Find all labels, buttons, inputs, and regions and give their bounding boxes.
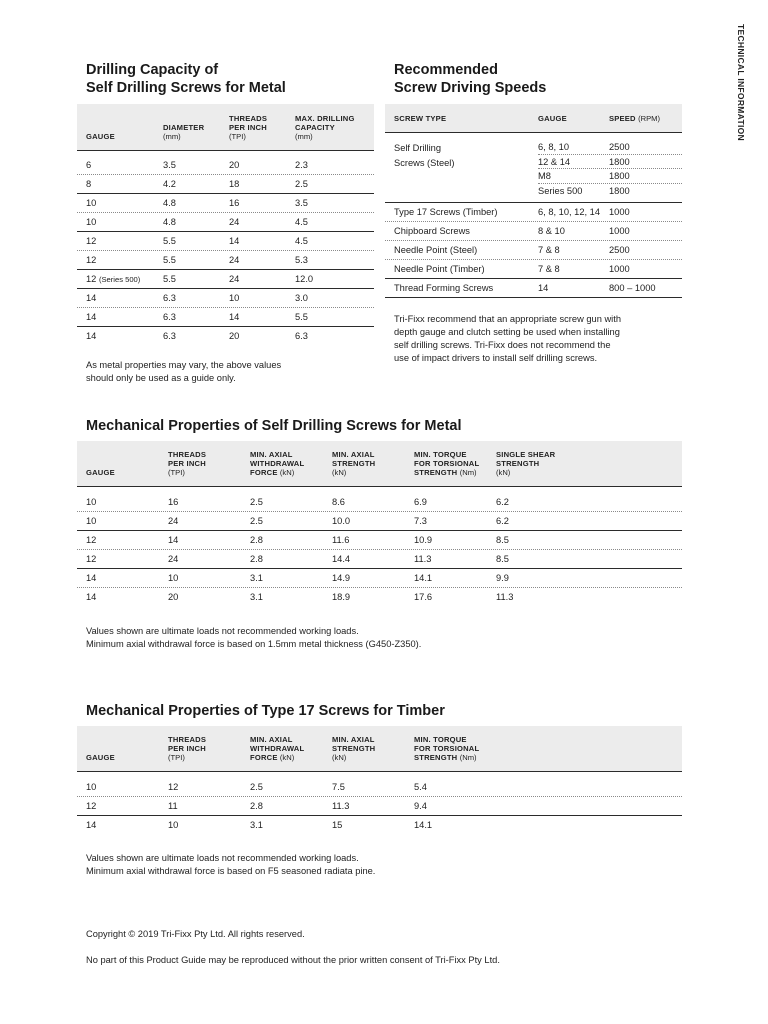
cell-gauge: 12 — [86, 255, 97, 265]
table-row — [385, 203, 682, 222]
table-row — [77, 550, 682, 569]
mech-metal-body — [77, 493, 682, 607]
drilling-title-line2: Self Drilling Screws for Metal — [86, 80, 286, 96]
self-drilling-group — [385, 138, 682, 203]
header-axial-strength: MIN. AXIAL STRENGTH (kN) — [332, 735, 376, 762]
table-row — [77, 327, 374, 346]
header-threads: THREADS PER INCH (TPI) — [229, 114, 268, 141]
table-row — [77, 232, 374, 251]
drilling-note — [86, 359, 281, 384]
table-row — [77, 512, 682, 531]
cell-capacity: 5.5 — [295, 312, 308, 322]
cell-axial-strength: 11.6 — [332, 535, 350, 545]
cell-axial-strength: 14.9 — [332, 573, 351, 583]
cell-tpi: 10 — [229, 293, 240, 303]
header-torque: MIN. TORQUE FOR TORSIONAL STRENGTH (Nm) — [414, 735, 480, 762]
table-row — [385, 279, 682, 298]
cell-speed: 1800 — [609, 171, 630, 181]
mech-metal-note-line2: Minimum axial withdrawal force is based on 1.5mm metal thickness (G450-Z350). — [86, 638, 422, 649]
cell-capacity: 3.5 — [295, 198, 308, 208]
drilling-capacity-table — [77, 104, 374, 346]
table-row — [77, 308, 374, 327]
cell-shear: 8.5 — [496, 535, 509, 545]
cell-withdrawal: 2.8 — [250, 535, 263, 545]
cell-gauge: 14 — [86, 592, 97, 602]
cell-gauge: 6, 8, 10, 12, 14 — [538, 207, 601, 217]
table-row — [77, 156, 374, 175]
speeds-table-body — [385, 203, 682, 298]
drilling-table-header — [77, 104, 374, 151]
header-speed-gauge: GAUGE — [538, 114, 567, 123]
cell-tpi: 16 — [229, 198, 240, 208]
cell-gauge: 7 & 8 — [538, 264, 560, 274]
driving-speeds-table — [385, 104, 682, 298]
mech-metal-note-line1: Values shown are ultimate loads not recommended working loads. — [86, 626, 359, 636]
cell-tpi: 20 — [229, 160, 240, 170]
cell-tpi: 24 — [168, 554, 179, 564]
cell-diameter: 5.5 — [163, 274, 176, 284]
cell-gauge: 14 — [86, 293, 97, 303]
cell-gauge: 7 & 8 — [538, 245, 560, 255]
speed-subrow — [538, 184, 682, 199]
mech-metal-table — [77, 441, 682, 607]
drilling-note-line1: As metal properties may vary, the above values — [86, 360, 282, 370]
cell-screw-type: Thread Forming Screws — [394, 283, 494, 293]
cell-speed: 1800 — [609, 185, 630, 196]
cell-tpi: 24 — [229, 255, 240, 265]
cell-torque: 9.4 — [414, 801, 427, 811]
cell-withdrawal: 2.5 — [250, 782, 263, 792]
cell-capacity: 3.0 — [295, 293, 308, 303]
cell-speed: 1000 — [609, 264, 630, 274]
cell-gauge: 10 — [86, 782, 97, 792]
cell-gauge: 8 & 10 — [538, 226, 565, 236]
speeds-table-header — [385, 104, 682, 133]
mech-timber-body — [77, 778, 682, 835]
header-diameter: DIAMETER (mm) — [163, 123, 205, 141]
table-row — [77, 270, 374, 289]
header-withdrawal: MIN. AXIAL WITHDRAWAL FORCE (kN) — [250, 450, 305, 477]
cell-screw-type: Needle Point (Steel) — [394, 245, 478, 255]
cell-axial-strength: 18.9 — [332, 592, 351, 602]
table-row — [77, 778, 682, 797]
table-row — [77, 588, 682, 607]
cell-capacity: 12.0 — [295, 274, 314, 284]
mech-metal-note — [86, 625, 421, 650]
header-screw-type: SCREW TYPE — [394, 114, 447, 123]
cell-gauge: 12 (Series 500) — [86, 274, 141, 284]
cell-tpi: 18 — [229, 179, 240, 189]
cell-axial-strength: 15 — [332, 820, 343, 830]
table-row — [77, 569, 682, 588]
cell-capacity: 5.3 — [295, 255, 308, 265]
cell-gauge: 12 & 14 — [538, 156, 571, 167]
drilling-title-line1: Drilling Capacity of — [86, 62, 219, 78]
cell-capacity: 4.5 — [295, 217, 308, 227]
cell-gauge: 14 — [86, 331, 97, 341]
self-drilling-type: Self Drilling Screws (Steel) — [394, 143, 455, 168]
cell-shear: 6.2 — [496, 497, 509, 507]
cell-gauge: 14 — [86, 820, 97, 830]
mech-metal-title: Mechanical Properties of Self Drilling Screws for Metal — [86, 418, 462, 434]
mech-timber-title: Mechanical Properties of Type 17 Screws for Timber — [86, 703, 445, 719]
speeds-note-line1: Tri-Fixx recommend that an appropriate screw gun with — [394, 314, 622, 324]
cell-tpi: 14 — [168, 535, 179, 545]
cell-diameter: 6.3 — [163, 312, 176, 322]
cell-gauge: 6 — [86, 160, 92, 170]
speeds-note-line4: use of impact drivers to install self drilling screws. — [394, 353, 598, 363]
table-row — [77, 175, 374, 194]
table-row — [385, 260, 682, 279]
cell-tpi: 20 — [168, 592, 179, 602]
drilling-table-body — [77, 156, 374, 346]
cell-capacity: 4.5 — [295, 236, 308, 246]
table-row — [385, 241, 682, 260]
cell-withdrawal: 2.5 — [250, 497, 263, 507]
cell-tpi: 10 — [168, 573, 179, 583]
cell-gauge: M8 — [538, 171, 551, 181]
mech-timber-note — [86, 852, 375, 877]
header-threads: THREADS PER INCH (TPI) — [168, 735, 207, 762]
cell-tpi: 12 — [168, 782, 179, 792]
cell-shear: 9.9 — [496, 573, 509, 583]
cell-axial-strength: 7.5 — [332, 782, 345, 792]
cell-gauge: 14 — [86, 573, 97, 583]
cell-diameter: 4.8 — [163, 198, 176, 208]
cell-screw-type: Type 17 Screws (Timber) — [394, 207, 498, 217]
header-gauge: GAUGE — [86, 753, 115, 762]
cell-tpi: 24 — [229, 274, 240, 284]
cell-axial-strength: 10.0 — [332, 516, 351, 526]
cell-speed: 2500 — [609, 245, 630, 255]
cell-gauge: 12 — [86, 554, 97, 564]
cell-capacity: 2.3 — [295, 160, 308, 170]
table-row — [385, 222, 682, 241]
header-max-capacity: MAX. DRILLING CAPACITY (mm) — [295, 114, 355, 141]
cell-gauge: 10 — [86, 217, 97, 227]
cell-diameter: 5.5 — [163, 255, 176, 265]
cell-shear: 11.3 — [496, 592, 514, 602]
speed-subrow — [538, 140, 682, 155]
cell-torque: 7.3 — [414, 516, 427, 526]
table-row — [77, 213, 374, 232]
cell-torque: 10.9 — [414, 535, 433, 545]
cell-screw-type: Chipboard Screws — [394, 226, 470, 236]
cell-diameter: 4.8 — [163, 217, 176, 227]
self-drilling-subrows — [538, 140, 682, 198]
cell-diameter: 5.5 — [163, 236, 176, 246]
mech-timber-note-line2: Minimum axial withdrawal force is based on F5 seasoned radiata pine. — [86, 865, 376, 876]
table-row — [77, 531, 682, 550]
speeds-note-line3: self drilling screws. Tri-Fixx does not recommend the — [394, 340, 611, 350]
cell-gauge: 12 — [86, 535, 97, 545]
speed-subrow — [538, 155, 682, 170]
cell-withdrawal: 2.5 — [250, 516, 263, 526]
header-withdrawal: MIN. AXIAL WITHDRAWAL FORCE (kN) — [250, 735, 305, 762]
cell-withdrawal: 2.8 — [250, 801, 263, 811]
cell-gauge: 10 — [86, 198, 97, 208]
cell-withdrawal: 3.1 — [250, 573, 263, 583]
cell-torque: 17.6 — [414, 592, 433, 602]
cell-tpi: 10 — [168, 820, 179, 830]
cell-tpi: 20 — [229, 331, 240, 341]
cell-shear: 8.5 — [496, 554, 509, 564]
cell-speed: 800 – 1000 — [609, 283, 656, 293]
cell-gauge: 10 — [86, 497, 97, 507]
cell-withdrawal: 3.1 — [250, 820, 263, 830]
cell-diameter: 6.3 — [163, 331, 176, 341]
cell-torque: 5.4 — [414, 782, 427, 792]
cell-gauge: 14 — [538, 283, 549, 293]
cell-axial-strength: 14.4 — [332, 554, 351, 564]
cell-torque: 6.9 — [414, 497, 427, 507]
cell-tpi: 16 — [168, 497, 179, 507]
cell-torque: 11.3 — [414, 554, 432, 564]
mech-timber-note-line1: Values shown are ultimate loads not recommended working loads. — [86, 853, 359, 863]
speeds-title-line2: Screw Driving Speeds — [394, 80, 547, 96]
table-row — [77, 816, 682, 835]
cell-screw-type: Needle Point (Timber) — [394, 264, 485, 274]
cell-axial-strength: 11.3 — [332, 801, 350, 811]
cell-tpi: 24 — [168, 516, 179, 526]
cell-torque: 14.1 — [414, 573, 433, 583]
disclaimer-text: No part of this Product Guide may be reproduced without the prior written consent of Tri-Fixx Pty Ltd. — [86, 955, 500, 965]
cell-withdrawal: 3.1 — [250, 592, 263, 602]
cell-gauge: 6, 8, 10 — [538, 142, 570, 152]
cell-gauge: 12 — [86, 236, 97, 246]
table-row — [77, 493, 682, 512]
table-row — [77, 289, 374, 308]
cell-torque: 14.1 — [414, 820, 433, 830]
table-row — [77, 194, 374, 213]
cell-tpi: 14 — [229, 312, 240, 322]
cell-withdrawal: 2.8 — [250, 554, 263, 564]
speeds-note — [394, 313, 621, 365]
cell-speed: 1000 — [609, 207, 630, 217]
cell-speed: 1800 — [609, 156, 630, 167]
drilling-note-line2: should only be used as a guide only. — [86, 372, 236, 383]
cell-speed: 1000 — [609, 226, 630, 236]
cell-diameter: 6.3 — [163, 293, 176, 303]
speeds-title-line1: Recommended — [394, 62, 498, 78]
header-shear: SINGLE SHEAR STRENGTH (kN) — [496, 450, 556, 477]
cell-tpi: 14 — [229, 236, 240, 246]
mech-timber-table — [77, 726, 682, 835]
cell-capacity: 2.5 — [295, 179, 308, 189]
cell-speed: 2500 — [609, 142, 630, 152]
drilling-capacity-title — [86, 61, 286, 97]
header-speed: SPEED (RPM) — [609, 114, 660, 123]
speeds-note-line2: depth gauge and clutch setting be used when installing — [394, 327, 620, 337]
table-row — [77, 797, 682, 816]
cell-capacity: 6.3 — [295, 331, 308, 341]
cell-gauge: 14 — [86, 312, 97, 322]
table-row — [77, 251, 374, 270]
cell-gauge: 8 — [86, 179, 92, 189]
cell-diameter: 3.5 — [163, 160, 176, 170]
header-torque: MIN. TORQUE FOR TORSIONAL STRENGTH (Nm) — [414, 450, 480, 477]
header-axial-strength: MIN. AXIAL STRENGTH (kN) — [332, 450, 376, 477]
cell-tpi: 11 — [168, 801, 178, 811]
header-gauge: GAUGE — [86, 132, 115, 141]
cell-gauge: 12 — [86, 801, 97, 811]
header-gauge: GAUGE — [86, 468, 115, 477]
speed-subrow — [538, 169, 682, 184]
header-threads: THREADS PER INCH (TPI) — [168, 450, 207, 477]
cell-shear: 6.2 — [496, 516, 509, 526]
section-side-label: TECHNICAL INFORMATION — [736, 24, 746, 141]
driving-speeds-title — [394, 61, 546, 97]
cell-axial-strength: 8.6 — [332, 497, 345, 507]
mech-metal-header — [77, 441, 682, 487]
cell-tpi: 24 — [229, 217, 240, 227]
cell-gauge: 10 — [86, 516, 97, 526]
cell-diameter: 4.2 — [163, 179, 176, 189]
mech-timber-header — [77, 726, 682, 772]
copyright-text: Copyright © 2019 Tri-Fixx Pty Ltd. All rights reserved. — [86, 929, 305, 939]
cell-gauge: Series 500 — [538, 185, 583, 196]
